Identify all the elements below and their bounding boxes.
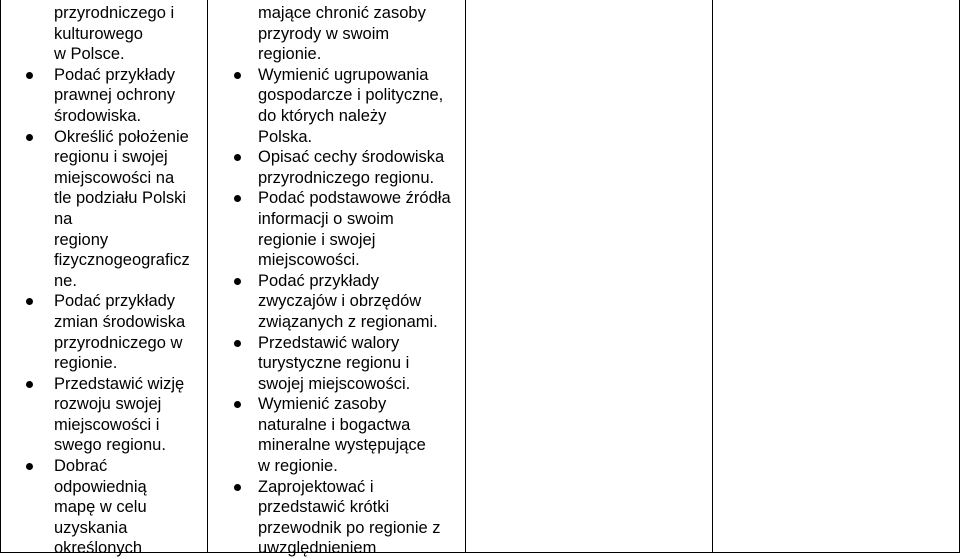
table-border-left (0, 0, 1, 553)
bullet-icon (234, 278, 241, 285)
bullet-icon (234, 195, 241, 202)
text-line: przyrodniczego i (54, 4, 175, 22)
bullet-icon (26, 463, 33, 470)
table-cell-col3-empty (466, 0, 711, 552)
list-item: Opisać cechy środowiska przyrodniczego regionu. (234, 147, 464, 188)
bullet-icon (234, 154, 241, 161)
list-item: Wymienić ugrupowania gospodarcze i polityczne, do których należy Polska. (234, 65, 464, 147)
list-item: Przedstawić wizję rozwoju swojej miejscowości i swego regionu. (20, 374, 206, 456)
table-cell-col2 (234, 0, 464, 559)
text-line: w Polsce. (54, 45, 125, 64)
list-item: Podać przykłady zmian środowiska przyrodniczego w regionie. (20, 291, 206, 373)
bullet-icon (26, 72, 33, 79)
text-line: przyrody w swoim (258, 24, 390, 43)
bullet-icon (234, 484, 241, 491)
text-line: mające chronić zasoby (258, 4, 426, 22)
list-item: Podać przykłady zwyczajów i obrzędów związanych z regionami. (234, 271, 464, 333)
objectives-list (234, 65, 464, 559)
cell-continuation-text (234, 3, 464, 65)
text-line: kulturowego (54, 24, 143, 43)
bullet-icon (26, 298, 33, 305)
list-item: Podać przykłady prawnej ochrony środowiska. (20, 65, 206, 127)
table-cell-col1 (20, 0, 206, 559)
column-divider-1 (207, 0, 208, 553)
text-line: regionie. (258, 45, 322, 64)
objectives-list (20, 65, 206, 559)
list-item: Przedstawić walory turystyczne regionu i swojej miejscowości. (234, 333, 464, 395)
cell-continuation-text (20, 3, 206, 65)
bullet-icon (26, 381, 33, 388)
list-item: Określić położenie regionu i swojej miejscowości na tle podziału Polski na regiony fizycznogeograficz ne. (20, 127, 206, 292)
list-item: Podać podstawowe źródła informacji o swoim regionie i swojej miejscowości. (234, 188, 464, 270)
bullet-icon (234, 72, 241, 79)
list-item: Dobrać odpowiednią mapę w celu uzyskania określonych (20, 456, 206, 559)
list-item: Zaprojektować i przedstawić krótki przewodnik po regionie z uwzględnieniem (234, 477, 464, 559)
bullet-icon (234, 340, 241, 347)
bullet-icon (26, 134, 33, 141)
list-item: Wymienić zasoby naturalne i bogactwa mineralne występujące w regionie. (234, 394, 464, 476)
bullet-icon (234, 401, 241, 408)
table-cell-col4-empty (713, 0, 958, 552)
